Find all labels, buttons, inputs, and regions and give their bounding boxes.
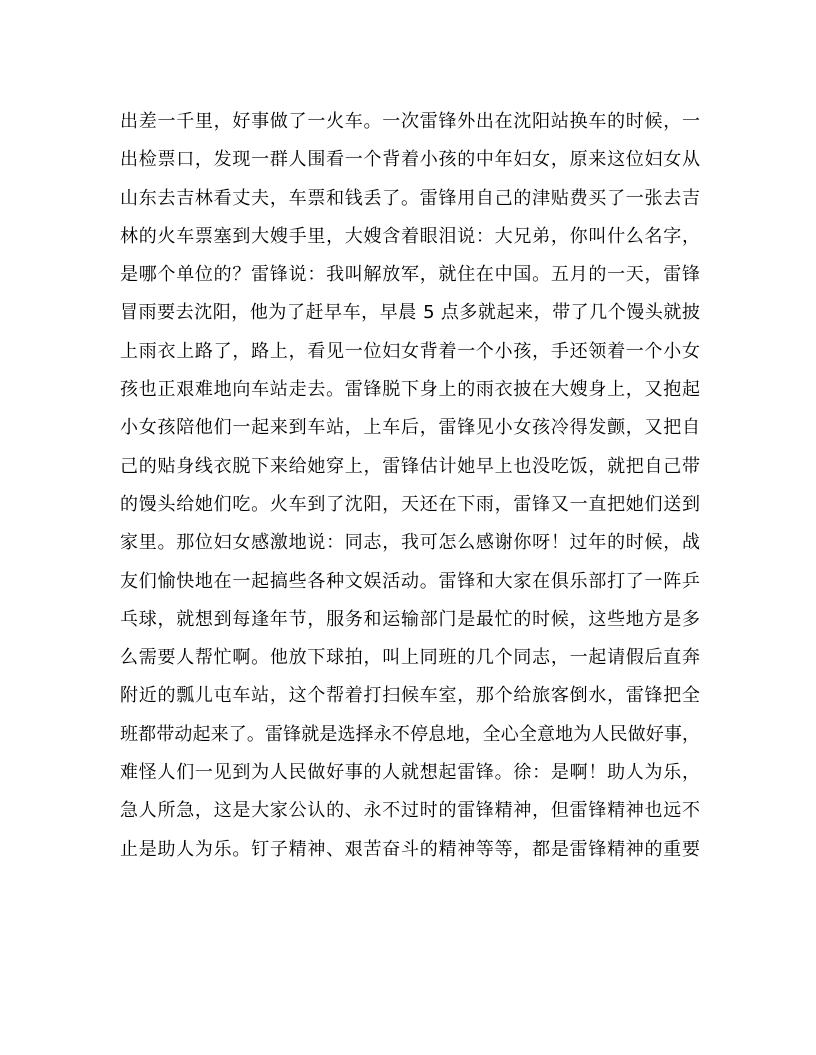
text-line: 班都带动起来了。雷锋就是选择永不停息地，全心全意地为人民做好事， — [120, 723, 700, 745]
text-line: 是哪个单位的？雷锋说：我叫解放军，就住在中国。五月的一天，雷锋 — [120, 264, 700, 286]
text-line: 孩也正艰难地向车站走去。雷锋脱下身上的雨衣披在大嫂身上，又抱起 — [120, 379, 700, 401]
text-line: 急人所急，这是大家公认的、永不过时的雷锋精神，但雷锋精神也远不 — [120, 800, 700, 822]
text-line: 己的贴身线衣脱下来给她穿上，雷锋估计她早上也没吃饭，就把自己带 — [120, 455, 700, 477]
text-line: 上雨衣上路了，路上，看见一位妇女背着一个小孩，手还领着一个小女 — [120, 340, 700, 362]
text-line: 乓球，就想到每逢年节，服务和运输部门是最忙的时候，这些地方是多 — [120, 608, 700, 630]
text-line: 难怪人们一见到为人民做好事的人就想起雷锋。徐：是啊！助人为乐， — [120, 762, 700, 784]
text-line: 附近的瓢儿屯车站，这个帮着打扫候车室，那个给旅客倒水，雷锋把全 — [120, 685, 700, 707]
text-line: 出检票口，发现一群人围看一个背着小孩的中年妇女，原来这位妇女从 — [120, 149, 700, 171]
text-line: 山东去吉林看丈夫，车票和钱丢了。雷锋用自己的津贴费买了一张去吉 — [120, 187, 700, 209]
text-line: 的馒头给她们吃。火车到了沈阳，天还在下雨，雷锋又一直把她们送到 — [120, 493, 700, 515]
text-line: 小女孩陪他们一起来到车站，上车后，雷锋见小女孩冷得发颤，又把自 — [120, 417, 700, 439]
text-line: 家里。那位妇女感激地说：同志，我可怎么感谢你呀！过年的时候，战 — [120, 532, 700, 554]
text-line: 出差一千里，好事做了一火车。一次雷锋外出在沈阳站换车的时候，一 — [120, 111, 700, 132]
text-line: 友们愉快地在一起搞些各种文娱活动。雷锋和大家在俱乐部打了一阵乒 — [120, 570, 700, 592]
text-line: 止是助人为乐。钉子精神、艰苦奋斗的精神等等，都是雷锋精神的重要 — [120, 838, 700, 860]
text-line: 林的火车票塞到大嫂手里，大嫂含着眼泪说：大兄弟，你叫什么名字， — [120, 225, 700, 247]
body-text — [120, 103, 700, 869]
text-line: 冒雨要去沈阳，他为了赶早车，早晨 5 点多就起来，带了几个馒头就披 — [120, 302, 700, 324]
text-line: 么需要人帮忙啊。他放下球拍，叫上同班的几个同志，一起请假后直奔 — [120, 647, 700, 669]
